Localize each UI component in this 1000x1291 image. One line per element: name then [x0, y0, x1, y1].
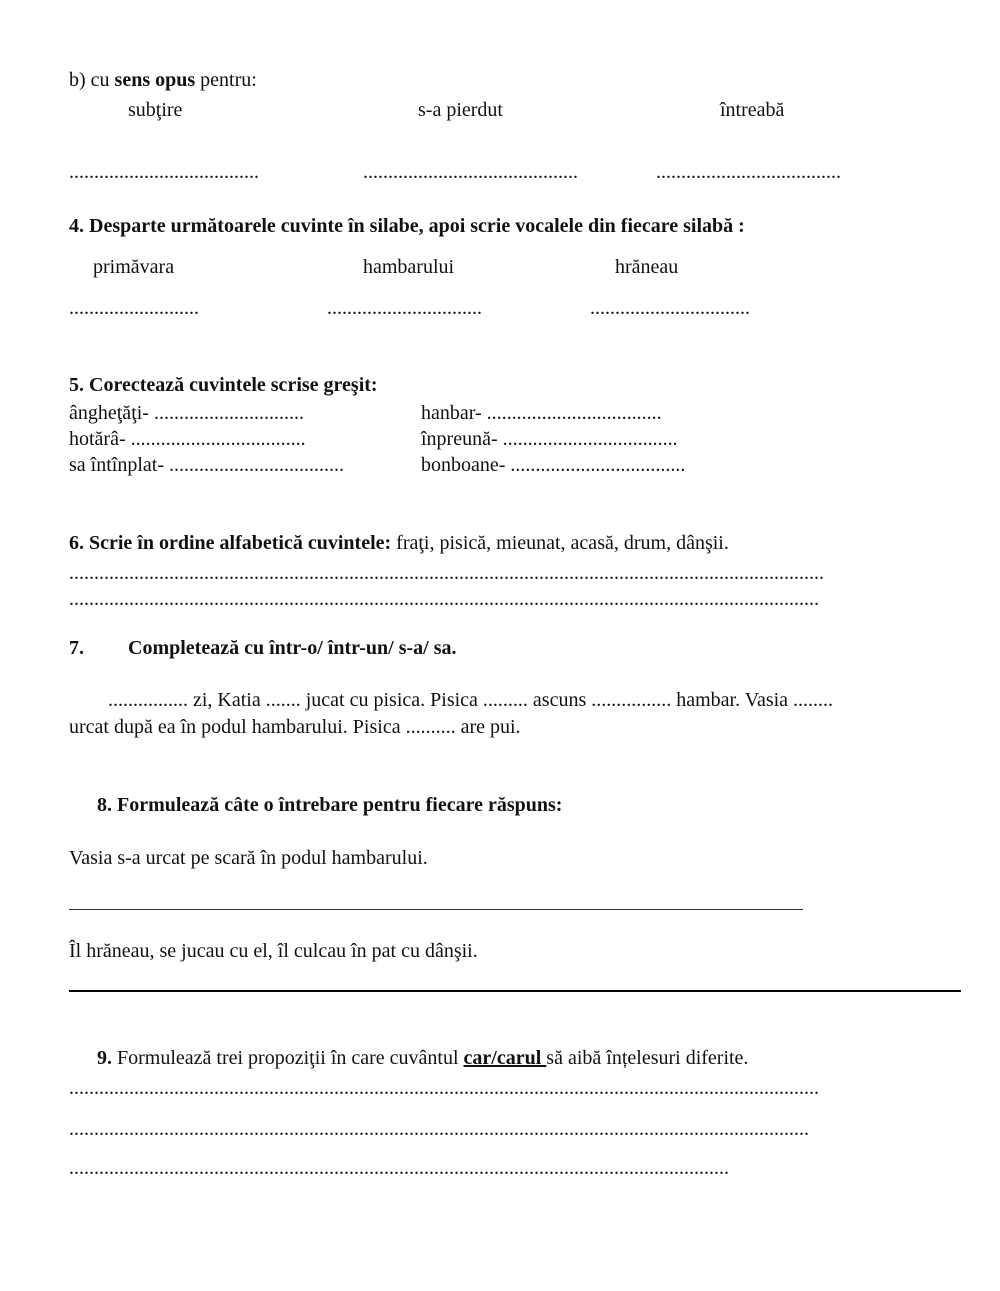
word-subtire: subţire [128, 99, 183, 121]
correction-item[interactable]: sa întînplat- ................................... [69, 454, 344, 476]
fill-in-text-line-2[interactable]: urcat după ea în podul hambarului. Pisica .......... are pui. [69, 716, 521, 738]
section-b-instruction: b) cu sens opus pentru: [69, 69, 257, 91]
correction-item[interactable]: înpreună- ................................... [421, 428, 678, 450]
fill-in-text-line-1[interactable]: ................ zi, Katia ....... jucat cu pisica. Pisica ......... ascuns ................ hambar. Vasia ........ [108, 689, 834, 711]
correction-item[interactable]: ângheţăţi- .............................. [69, 402, 304, 424]
answer-blank[interactable]: ...................................... [69, 161, 259, 183]
answer-blank[interactable]: ........................................... [363, 161, 578, 183]
word-s-a-pierdut: s-a pierdut [418, 99, 503, 121]
answer-line[interactable]: ...................................................................................................................................................... [69, 588, 819, 610]
correction-item[interactable]: hanbar- ................................... [421, 402, 662, 424]
exercise-4-title: 4. Desparte următoarele cuvinte în silabe, apoi scrie vocalele din fiecare silabă : [69, 215, 745, 237]
exercise-9-title: 9. Formulează trei propoziţii în care cuvântul car/carul să aibă înțelesuri diferite. [97, 1047, 749, 1069]
answer-line[interactable]: .................................................................................................................................... [69, 1157, 729, 1179]
word-primavara: primăvara [93, 256, 175, 278]
answer-blank[interactable]: ..................................... [656, 161, 841, 183]
word-hraneau: hrăneau [615, 256, 679, 278]
answer-line[interactable]: .................................................................................................................................................... [69, 1118, 809, 1140]
exercise-7-number: 7. [69, 637, 84, 659]
word-intreaba: întreabă [720, 99, 785, 121]
answer-blank[interactable]: ................................ [590, 297, 750, 319]
answer-underline[interactable] [69, 909, 803, 910]
word-hambarului: hambarului [363, 256, 455, 278]
answer-line[interactable]: ...................................................................................................................................................... [69, 1077, 819, 1099]
answer-blank[interactable]: .......................... [69, 297, 199, 319]
exercise-6-title: 6. Scrie în ordine alfabetică cuvintele: fraţi, pisică, mieunat, acasă, drum, dânşii. [69, 532, 729, 554]
exercise-5-title: 5. Corectează cuvintele scrise greşit: [69, 374, 378, 396]
answer-line[interactable]: ....................................................................................................................................................... [69, 562, 824, 584]
answer-statement-1: Vasia s-a urcat pe scară în podul hambarului. [69, 847, 428, 869]
correction-item[interactable]: hotărâ- ................................... [69, 428, 306, 450]
answer-underline[interactable] [69, 990, 961, 992]
exercise-8-title: 8. Formulează câte o întrebare pentru fiecare răspuns: [97, 794, 563, 816]
exercise-7-title: Completează cu într-o/ într-un/ s-a/ sa. [128, 637, 457, 659]
answer-statement-2: Îl hrăneau, se jucau cu el, îl culcau în pat cu dânşii. [69, 940, 478, 962]
answer-blank[interactable]: ............................... [327, 297, 482, 319]
correction-item[interactable]: bonboane- ................................... [421, 454, 686, 476]
